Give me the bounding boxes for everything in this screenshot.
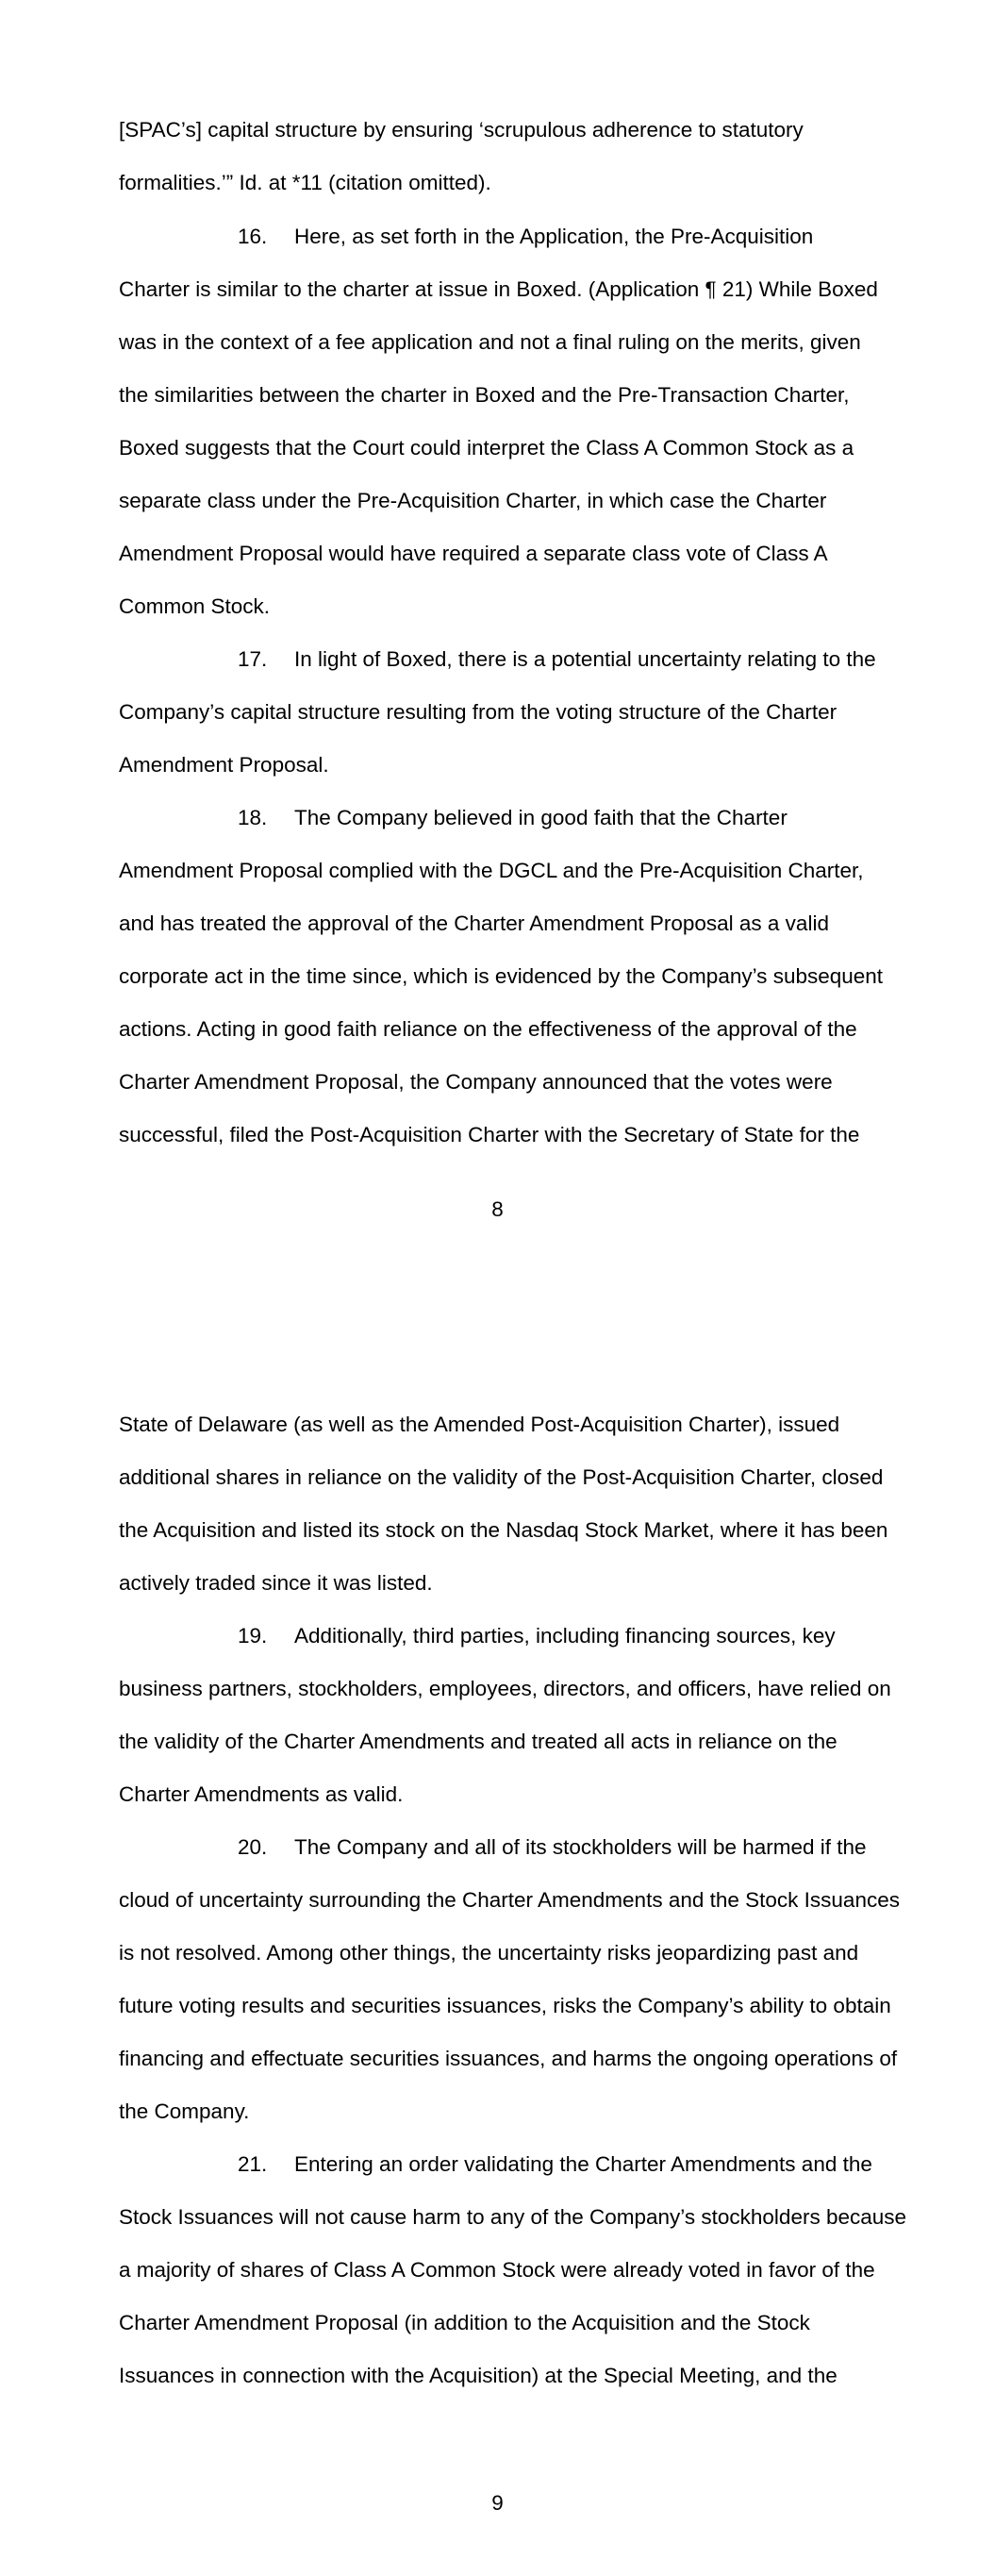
text-line: Stock Issuances will not cause harm to any of the Company’s stockholders because [119, 2205, 907, 2229]
paragraph-number: 21. [238, 2152, 268, 2176]
text-line: Entering an order validating the Charter Amendments and the [294, 2152, 872, 2176]
text-line: is not resolved. Among other things, the uncertainty risks jeopardizing past and [119, 1941, 859, 1965]
page-number: 9 [491, 2491, 504, 2515]
text-line: Amendment Proposal. [119, 753, 329, 777]
text-line: Charter is similar to the charter at issue in Boxed. (Application ¶ 21) While Boxed [119, 277, 878, 301]
page-number: 8 [491, 1197, 504, 1221]
text-line: The Company believed in good faith that the Charter [294, 806, 788, 829]
text-line: Charter Amendments as valid. [119, 1782, 404, 1806]
text-line: actions. Acting in good faith reliance on the effectiveness of the approval of the [119, 1017, 857, 1041]
text-line: formalities.’” Id. at *11 (citation omitted). [119, 171, 491, 194]
text-line: Additionally, third parties, including financing sources, key [294, 1624, 836, 1648]
text-line: and has treated the approval of the Charter Amendment Proposal as a valid [119, 912, 829, 935]
text-line: the Company. [119, 2099, 250, 2123]
text-line: Charter Amendment Proposal (in addition to the Acquisition and the Stock [119, 2311, 810, 2334]
text-line: a majority of shares of Class A Common Stock were already voted in favor of the [119, 2258, 875, 2282]
text-line: was in the context of a fee application and not a final ruling on the merits, given [119, 330, 861, 354]
text-line: the Acquisition and listed its stock on the Nasdaq Stock Market, where it has been [119, 1518, 888, 1542]
paragraph-number: 19. [238, 1624, 268, 1648]
text-line: Charter Amendment Proposal, the Company announced that the votes were [119, 1070, 833, 1094]
paragraph-number: 18. [238, 806, 268, 829]
text-line: successful, filed the Post-Acquisition Charter with the Secretary of State for the [119, 1123, 860, 1146]
text-line: Amendment Proposal would have required a separate class vote of Class A [119, 542, 828, 565]
paragraph-16-first-line [238, 225, 813, 249]
text-line: [SPAC’s] capital structure by ensuring ‘scrupulous adherence to statutory [119, 118, 804, 142]
text-line: future voting results and securities issuances, risks the Company’s ability to obtain [119, 1994, 891, 2017]
text-line: separate class under the Pre-Acquisition Charter, in which case the Charter [119, 489, 827, 512]
text-line: financing and effectuate securities issuances, and harms the ongoing operations of [119, 2047, 898, 2070]
paragraph-number: 20. [238, 1835, 268, 1859]
text-line: the similarities between the charter in Boxed and the Pre-Transaction Charter, [119, 383, 850, 407]
text-line: Issuances in connection with the Acquisition) at the Special Meeting, and the [119, 2364, 837, 2387]
text-line: Here, as set forth in the Application, the Pre-Acquisition [294, 225, 814, 248]
text-line: the validity of the Charter Amendments and treated all acts in reliance on the [119, 1730, 837, 1753]
paragraph-19-first-line [238, 1624, 836, 1648]
text-line: Amendment Proposal complied with the DGCL and the Pre-Acquisition Charter, [119, 859, 864, 882]
text-line: cloud of uncertainty surrounding the Charter Amendments and the Stock Issuances [119, 1888, 900, 1912]
text-line: corporate act in the time since, which is evidenced by the Company’s subsequent [119, 964, 884, 988]
text-line: The Company and all of its stockholders will be harmed if the [294, 1835, 867, 1859]
text-line: State of Delaware (as well as the Amended Post-Acquisition Charter), issued [119, 1413, 840, 1436]
text-line: In light of Boxed, there is a potential uncertainty relating to the [294, 647, 876, 671]
text-line: Boxed suggests that the Court could interpret the Class A Common Stock as a [119, 436, 854, 460]
text-line: additional shares in reliance on the validity of the Post-Acquisition Charter, closed [119, 1465, 884, 1489]
paragraph-17-first-line [238, 647, 876, 672]
text-line: business partners, stockholders, employees, directors, and officers, have relied on [119, 1677, 891, 1700]
paragraph-number: 16. [238, 225, 268, 248]
paragraph-18-first-line [238, 806, 788, 830]
text-line: actively traded since it was listed. [119, 1571, 433, 1595]
text-line: Company’s capital structure resulting from the voting structure of the Charter [119, 700, 837, 724]
page-9 [0, 1288, 995, 2576]
paragraph-20-first-line [238, 1835, 867, 1860]
paragraph-number: 17. [238, 647, 268, 671]
paragraph-21-first-line [238, 2152, 872, 2177]
text-line: Common Stock. [119, 594, 271, 618]
